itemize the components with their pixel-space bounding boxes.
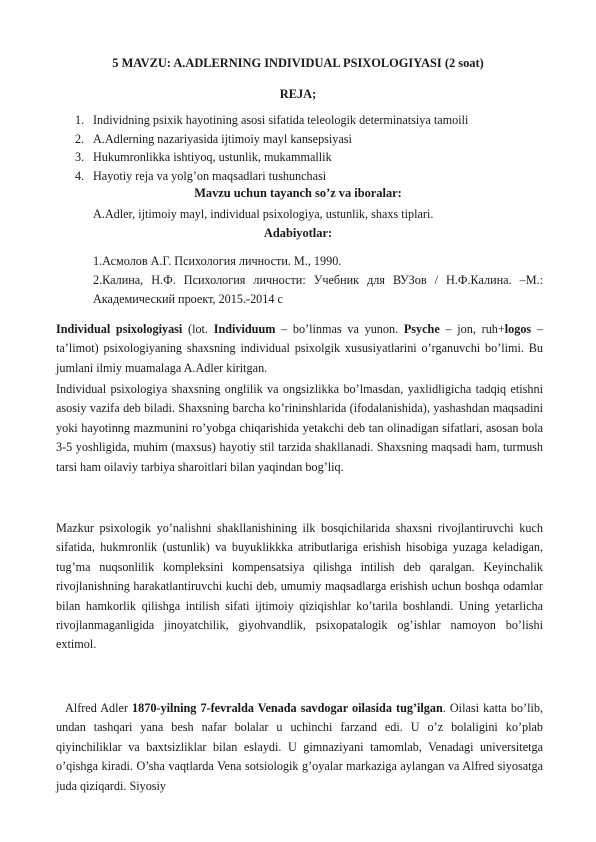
text-run: . Oilasi katta bo’lib, undan tashqari yana besh nafar bolalar u uchinchi farzand edi. U o’z bolaligini ko’plab qiyinchiliklar va baxtsizliklar bilan eslaydi. U gimnaziyani tamomlab, Venadagi universitetga o’qishga kiradi. O’sha vaqtlarda Vena sotsiologik g’oyalar markaziga aylangan va Alfred siyosatga juda qiziqardi. Siyosiy — [56, 701, 543, 793]
plan-item-text: Hukumronlikka ishtiyoq, ustunlik, mukammallik — [93, 150, 332, 164]
plan-item-number: 4. — [75, 168, 85, 183]
plan-heading: REJA; — [279, 87, 317, 101]
plan-item-number: 3. — [75, 150, 85, 164]
bold-term: Psyche — [403, 322, 440, 336]
text-run: – ta’limot) psixologiyaning shaxsning individual psixolgik xususiyatlarini o’rganuvchi bo’limi. Bu jumlani ilmiy muamalaga A.Adler kiritgan. — [56, 322, 544, 375]
reference-item: 1.Асмолов А.Г. Психология личности. М., 1990. — [93, 254, 342, 268]
plan-item-text: Hayotiy reja va yolg’on maqsadlari tushunchasi — [93, 168, 327, 183]
text-run: – jon, ruh+ — [439, 322, 505, 336]
keywords-heading: Mavzu uchun tayanch so’z va iboralar: — [194, 186, 402, 200]
plan-list — [75, 111, 555, 185]
lesson-title: 5 MAVZU: A.ADLERNING INDIVIDUAL PSIXOLOGIYASI (2 soat) — [112, 56, 484, 70]
keywords-text: A.Adler, ijtimoiy mayl, individual psixologiya, ustunlik, shaxs tiplari. — [93, 207, 434, 221]
references — [93, 252, 543, 309]
bold-term: Individual psixologiyasi — [56, 322, 183, 336]
plan-item-text: Individning psixik hayotining asosi sifatida teleologik determinatsiya tamoili — [93, 113, 469, 127]
plan-item-number: 1. — [75, 113, 85, 127]
literature-heading: Adabiyotlar: — [263, 226, 333, 240]
bold-phrase: 1870-yilning 7-fevralda Venada savdogar oilasida tug’ilgan — [132, 701, 443, 715]
plan-item — [75, 111, 555, 130]
plan-item — [75, 167, 555, 186]
reference-item: 2.Калина, Н.Ф. Психология личности: Учебник для ВУЗов / Н.Ф.Калина. –М.: Академический проект, 2015.-2014 с — [93, 273, 543, 306]
text-run: (lot. — [182, 322, 214, 336]
plan-item-text: A.Adlerning nazariyasida ijtimoiy mayl kansepsiyasi — [93, 131, 352, 146]
plan-item — [75, 130, 555, 149]
plan-item — [75, 148, 555, 167]
paragraph-text: Mazkur psixologik yo’nalishni shakllanishining ilk bosqichilarida shaxsni rivojlantiruvchi kuch sifatida, hukmronlik (ustunlik) va buyuklikkka atributlariga erishish hisobiga yuzaga keladigan, tug’ma nuqsonlilik kompleksini kompensatsiya qilishga intilish deb qaralgan. Keyinchalik rivojlanishning harakatlantiruvchi kuchi deb, umumiy maqsadlarga erishish uchun boshqa odamlar bilan hamkorlik qilishga intilish sifati ijtimoiy qiziqishlar ko’tarila boshlandi. Uning yetarlicha rivojlanmaganligida jinoyatchilik, giyohvandlik, psixopatalogik og’ishlar namoyon bo’lishi extimol. — [56, 521, 543, 652]
paragraph-definition — [56, 320, 543, 378]
text-run: – bo’linmas va yunon. — [275, 322, 404, 336]
bold-term: logos — [504, 322, 532, 336]
paragraph-text: Individual psixologiya shaxsning onglilik va ongsizlikka bo’lmasdan, yaxlidligicha tadqiq etishni asosiy vazifa deb biladi. Shaxsning barcha ko’rininshlarida (ifodalanishida), yashashdan maqsadini yoki hayotinng mazmunini ro’yobga chiqarishida yetakchi deb tan olinadigan sifatlari, asosan bola 3-5 yoshligida, muhim (maxsus) hayotiy stil tarzida shakllanadi. Shaxsning maqsadi ham, turmush tarsi ham oilaviy tarbiya sharoitlari bilan yaqindan bog’liq. — [56, 382, 543, 474]
text-run: Alfred Adler — [65, 701, 133, 715]
bold-term: Individuum — [213, 322, 276, 336]
paragraph-biography — [56, 699, 543, 796]
plan-item-number: 2. — [75, 131, 85, 146]
